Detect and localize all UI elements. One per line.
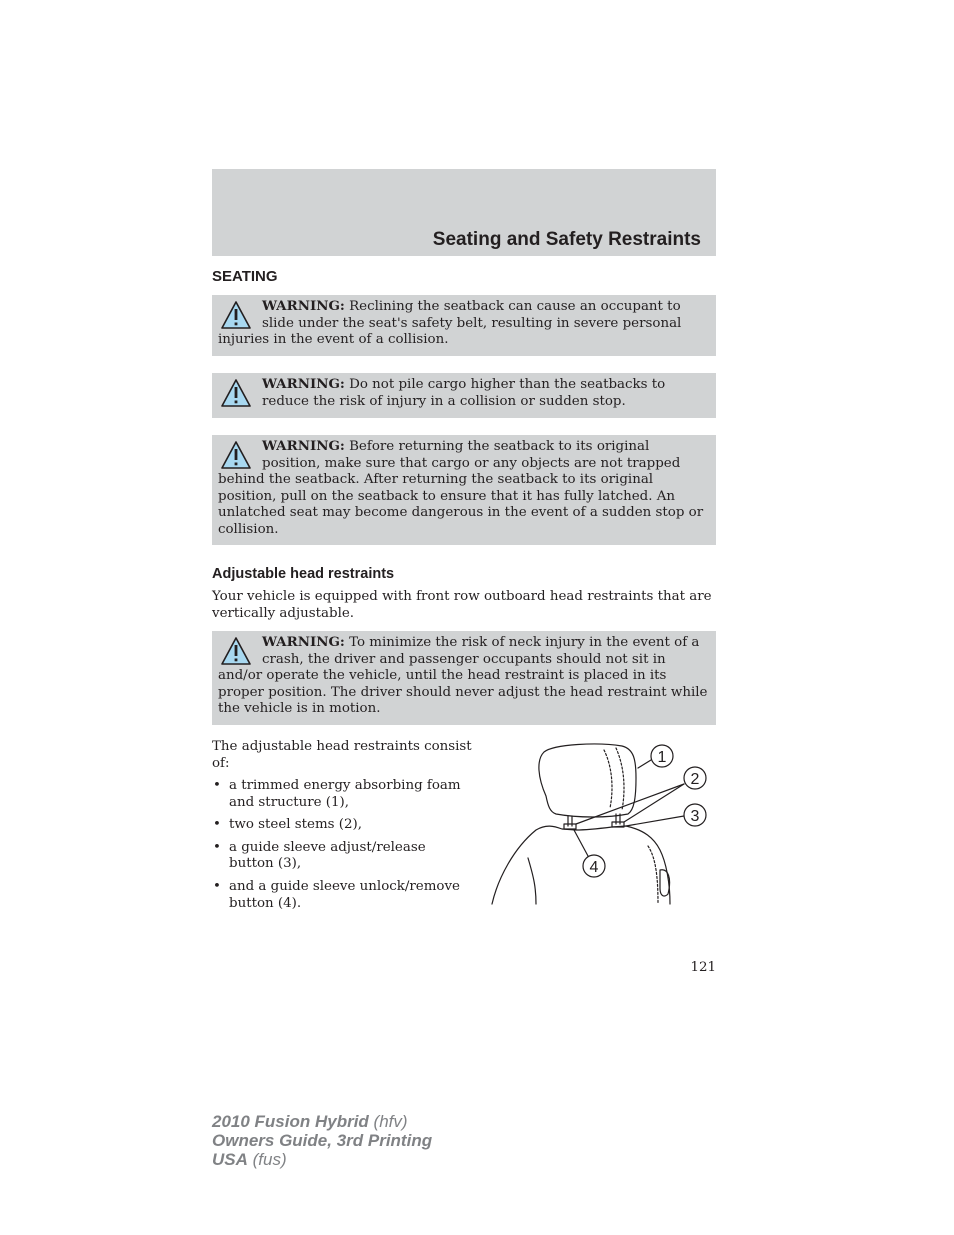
- callout-1: 1: [657, 749, 667, 766]
- callout-4: 4: [589, 859, 599, 876]
- warning-label: WARNING:: [262, 376, 345, 392]
- warning-box: [212, 631, 716, 725]
- head-restraints-paragraph: Your vehicle is equipped with front row outboard head restraints that are vertically adjustable.: [212, 589, 712, 621]
- footer-line-3: USA (fus): [212, 1150, 287, 1169]
- list-item: [212, 817, 472, 834]
- components-list: [212, 778, 472, 918]
- callout-2: 2: [690, 771, 700, 788]
- seating-heading: SEATING: [212, 268, 278, 285]
- list-item-text: a guide sleeve adjust/release button (3),: [229, 839, 426, 872]
- section-title: Seating and Safety Restraints: [432, 229, 701, 250]
- warning-label: WARNING:: [262, 438, 345, 454]
- warning-triangle-icon: [220, 300, 252, 330]
- page-number: 121: [690, 960, 716, 975]
- list-item: [212, 840, 472, 873]
- bullet-symbol: •: [213, 817, 221, 833]
- warning-triangle-icon: [220, 440, 252, 470]
- bullet-symbol: •: [213, 839, 221, 855]
- head-restraint-cushion: [539, 744, 636, 817]
- warning-label: WARNING:: [262, 634, 345, 650]
- warning-text: To minimize the risk of neck injury in the event of a crash, the driver and passenger occupants should not sit in and/or operate the vehicle, until the head restraint is placed in its proper position. The driver should never adjust the head restraint while the vehicle is in motion.: [218, 635, 708, 717]
- components-intro: The adjustable head restraints consist of:: [212, 739, 472, 771]
- bullet-symbol: •: [213, 878, 221, 894]
- footer-line-1: 2010 Fusion Hybrid (hfv): [212, 1112, 408, 1131]
- warning-label: WARNING:: [262, 298, 345, 314]
- seatback: [492, 826, 670, 904]
- list-item: [212, 879, 472, 912]
- footer-line-2: Owners Guide, 3rd Printing: [212, 1131, 433, 1150]
- head-restraints-heading: Adjustable head restraints: [212, 566, 395, 582]
- warning-box: [212, 435, 716, 545]
- warning-box: [212, 373, 716, 418]
- bullet-symbol: •: [213, 778, 221, 793]
- guide-sleeve: [564, 824, 576, 829]
- list-item-text: a trimmed energy absorbing foam and structure (1),: [229, 778, 461, 810]
- list-item: [212, 778, 472, 811]
- list-item-text: two steel stems (2),: [229, 817, 363, 833]
- warning-text: Reclining the seatback can cause an occupant to slide under the seat's safety belt, resulting in severe personal injuries in the event of a collision.: [218, 299, 682, 348]
- warning-text: Do not pile cargo higher than the seatbacks to reduce the risk of injury in a collision or sudden stop.: [262, 377, 666, 409]
- head-restraint-illustration: [488, 738, 718, 908]
- warning-box: [212, 295, 716, 356]
- list-item-text: and a guide sleeve unlock/remove button (4).: [229, 878, 460, 911]
- section-header-band: [212, 169, 716, 256]
- recline-lever: [660, 870, 670, 896]
- callout-3: 3: [690, 808, 700, 825]
- warning-text: Before returning the seatback to its original position, make sure that cargo or any objects are not trapped behind the seatback. After returning the seatback to its original position, pull on the seatback to ensure that it has fully latched. An unlatched seat may become dangerous in the event of a sudden stop or collision.: [218, 439, 704, 537]
- warning-triangle-icon: [220, 378, 252, 408]
- warning-triangle-icon: [220, 636, 252, 666]
- document-footer: [212, 1112, 432, 1169]
